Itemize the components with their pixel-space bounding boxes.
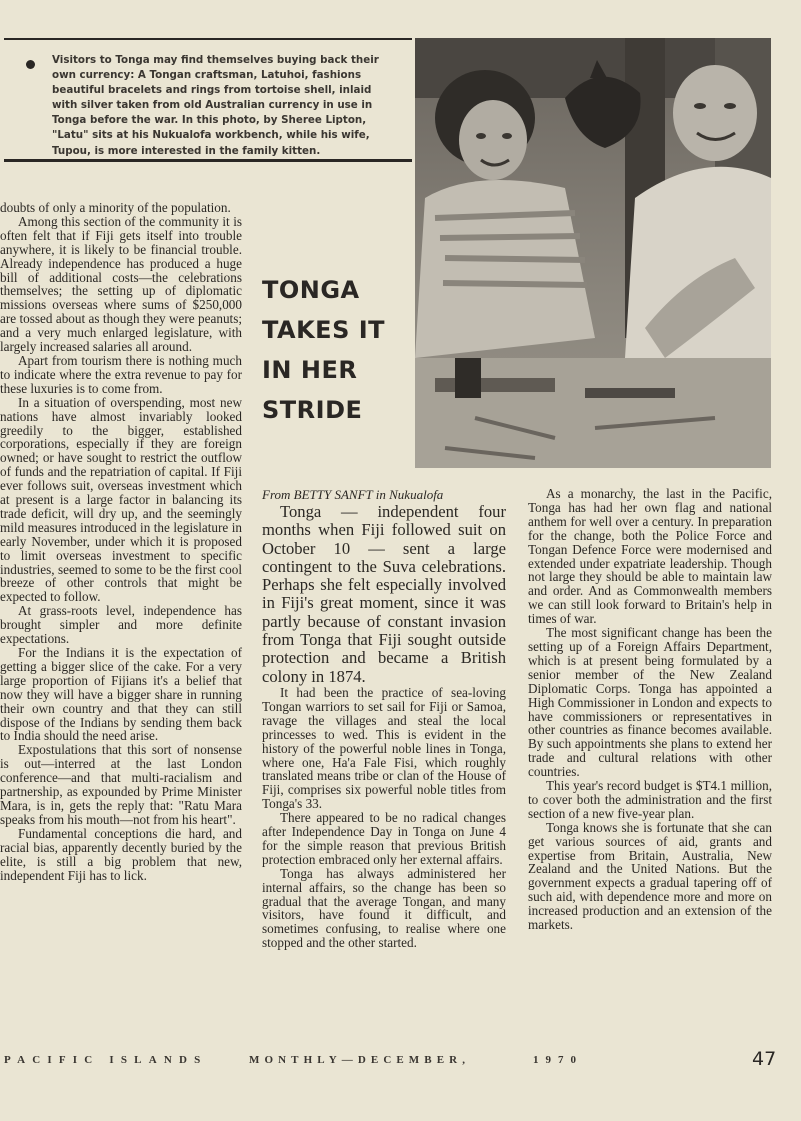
paragraph: Among this section of the community it is often felt that if Fiji gets itself into trouble anywhere, it is likely to be financial trouble. Already independence has produced a huge bill of additional costs—the celebrations themselves; the setting up of diplomatic missions overseas where sums of $250,000 are tossed about as though they were peanuts; and a very much enlarged legislature, with largely increased salaries all around. <box>0 213 242 355</box>
paragraph: Tonga has always administered her internal affairs, so the change has been so gradual that the average Tongan, and many visitors, have found it difficult, and sometimes confusing, to realise where one stopped and the other started. <box>262 865 506 951</box>
paragraph: Tonga knows she is fortunate that she can get various sources of aid, grants and expertise from Britain, Australia, New Zealand and the United Nations. But the government expects a gradual tapering off of such aid, with dependence more and more on increased production and an extension of the markets. <box>528 819 772 933</box>
paragraph: At grass-roots level, independence has brought simpler and more definite expectations. <box>0 603 242 647</box>
paragraph: Fundamental conceptions die hard, and racial bias, apparently decently buried by the elite, is still a big problem that new, independent Fiji has to lick. <box>0 825 242 883</box>
headline-line: TAKES IT <box>262 316 386 344</box>
page-number: 47 <box>752 1048 777 1070</box>
paragraph: doubts of only a minority of the population. <box>0 200 231 215</box>
magazine-name: PACIFIC ISLANDS <box>4 1054 208 1066</box>
issue-year: 1970 <box>533 1054 583 1066</box>
issue-month: MONTHLY—DECEMBER, <box>249 1054 471 1066</box>
photo-caption-box <box>4 38 412 162</box>
article-column-3 <box>528 487 772 932</box>
byline: From BETTY SANFT in Nukualofa <box>262 487 444 502</box>
headline-line: STRIDE <box>262 396 363 424</box>
bullet-icon <box>26 60 35 69</box>
paragraph: The most significant change has been the setting up of a Foreign Affairs Department, which is at present being formulated by a senior member of the New Zealand Diplomatic Corps. Tonga has appointed a High Commissioner in London and expects to have commissioners or representatives in other countries as finance becomes available. By such appointments she plans to extend her trade and cultural relations with other countries. <box>528 625 772 780</box>
paragraph: This year's record budget is $T4.1 million, to cover both the administration and the first section of a new five-year plan. <box>528 778 772 821</box>
headline-line: TONGA <box>262 276 360 304</box>
paragraph: Apart from tourism there is nothing much to indicate where the extra revenue to pay for these luxuries is to come from. <box>0 352 242 396</box>
page-footer <box>0 1050 801 1076</box>
photo-caption: Visitors to Tonga may find themselves buying back their own currency: A Tongan craftsman, Latuhoi, fashions beautiful bracelets and rings from tortoise shell, inlaid with silver taken from old Australian currency in use in Tonga before the war. In this photo, by Sheree Lipton, "Latu" sits at his Nukualofa workbench, while his wife, Tupou, is more interested in the family kitten. <box>52 54 379 157</box>
paragraph: It had been the practice of sea-loving Tongan warriors to set sail for Fiji or Samoa, ravage the villages and steal the local princesses to wed. This is evident in the history of the powerful noble lines in Tonga, where one, Ha'a Fale Fisi, which roughly translated means tribe or clan of the House of Fiji, comprises six powerful noble titles from Tonga's 33. <box>262 684 506 812</box>
article-photo <box>415 38 771 468</box>
paragraph: In a situation of overspending, most new nations have almost invariably looked greedily to the bigger, established corporations, especially if they are foreign owned; or have sought to restrict the outflow of funds and the repatriation of capital. If Fiji ever follows suit, overseas investment which at present is a large factor in balancing its trade deficit, will dry up, and the seemingly mild measures introduced in the legislature in early November, under which it is proposed to limit overseas investment to specific industries, seemed to some to be the first cool breeze of other controls that might be expected to follow. <box>0 394 242 605</box>
paragraph: Expostulations that this sort of nonsense is out—interred at the last London conference—and that multi-racialism and partnership, as expounded by Prime Minister Mara, is in, gets the reply that: "Ratu Mara speaks from his mouth—not from his heart". <box>0 742 242 827</box>
paragraph: There appeared to be no radical changes after Independence Day in Tonga on June 4 for the simple reason that previous British protection embraced only her external affairs. <box>262 810 506 867</box>
lead-paragraph: Tonga — independent four months when Fiji followed suit on October 10 — sent a large contingent to the Suva celebrations. Perhaps she felt especially involved in Fiji's great moment, since it was partly because of constant invasion from Tonga that Fiji sought outside protection and became a British colony in 1874. <box>262 502 506 686</box>
article-column-2 <box>262 487 506 950</box>
article-headline <box>262 270 412 430</box>
article-column-1 <box>0 201 242 882</box>
headline-line: IN HER <box>262 356 358 384</box>
paragraph: As a monarchy, the last in the Pacific, Tonga has had her own flag and national anthem for well over a century. In preparation for the change, both the Police Force and Tongan Defence Force were modernised and extended under expatriate leadership. Though not large they should be able to maintain law and order. And as Commonwealth members we can still look forward to Britain's help in times of war. <box>528 486 772 627</box>
paragraph: For the Indians it is the expectation of getting a bigger slice of the cake. For a very large proportion of Fijians it's a belief that now they will have a bigger share in running their own country and that they can still dispose of the Indians by sending them back to India should the need arise. <box>0 645 242 744</box>
